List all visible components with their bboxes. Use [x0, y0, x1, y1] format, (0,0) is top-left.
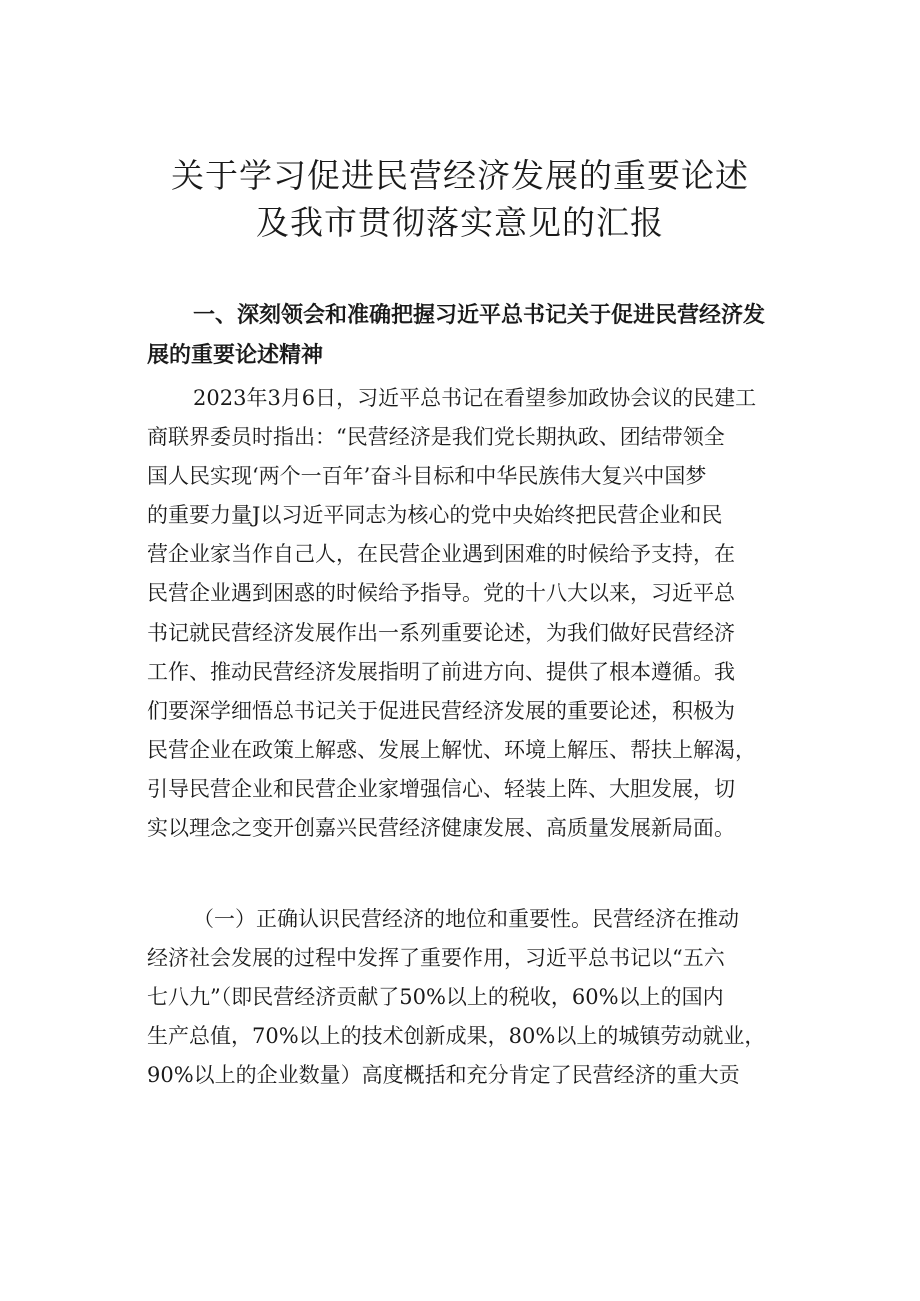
paragraph-line: 实以理念之变开创嘉兴民营经济健康发展、高质量发展新局面。 — [147, 816, 735, 841]
document-title — [0, 152, 920, 246]
paragraph-line: 商联界委员时指出：“民营经济是我们党长期执政、团结带领全 — [147, 425, 725, 450]
paragraph-line: 们要深学细悟总书记关于促进民营经济发展的重要论述，积极为 — [147, 698, 735, 723]
paragraph-line: （一）正确认识民营经济的地位和重要性。民营经济在推动 — [193, 907, 739, 931]
paragraph-line: 营企业家当作自己人，在民营企业遇到困难的时候给予支持，在 — [147, 542, 735, 567]
paragraph-line: 引导民营企业和民营企业家增强信心、轻装上阵、大胆发展，切 — [147, 776, 735, 801]
title-line-1: 关于学习促进民营经济发展的重要论述 — [171, 156, 749, 195]
paragraph-line: 七八九”（即民营经济贡献了50%以上的税收，60%以上的国内 — [147, 985, 724, 1010]
paragraph-line: 民营企业在政策上解惑、发展上解忧、环境上解压、帮扶上解渴， — [147, 737, 756, 762]
paragraph-line: 的重要力量J以习近平同志为核心的党中央始终把民营企业和民 — [147, 503, 723, 528]
paragraph-line: 生产总值，70%以上的技术创新成果，80%以上的城镇劳动就业， — [147, 1024, 766, 1049]
title-line-2: 及我市贯彻落实意见的汇报 — [256, 203, 664, 242]
paragraph-line: 2023年3月6日，习近平总书记在看望参加政协会议的民建工 — [193, 386, 757, 410]
paragraph-line: 90%以上的企业数量）高度概括和充分肯定了民营经济的重大贡 — [147, 1063, 740, 1088]
paragraph-line: 经济社会发展的过程中发挥了重要作用，习近平总书记以“五六 — [147, 946, 725, 971]
section-heading-line: 一、深刻领会和准确把握习近平总书记关于促进民营经济发 — [193, 303, 766, 328]
paragraph-line: 民营企业遇到困惑的时候给予指导。党的十八大以来，习近平总 — [147, 581, 735, 606]
paragraph-line: 国人民实现‘两个一百年’奋斗目标和中华民族伟大复兴中国梦 — [147, 464, 707, 489]
paragraph-line: 工作、推动民营经济发展指明了前进方向、提供了根本遵循。我 — [147, 659, 735, 684]
paragraph-line: 书记就民营经济发展作出一系列重要论述，为我们做好民营经济 — [147, 620, 735, 645]
body-paragraph-2 — [147, 900, 817, 1095]
section-heading — [147, 296, 807, 376]
section-heading-line: 展的重要论述精神 — [147, 343, 324, 368]
body-paragraph-1 — [147, 379, 817, 848]
